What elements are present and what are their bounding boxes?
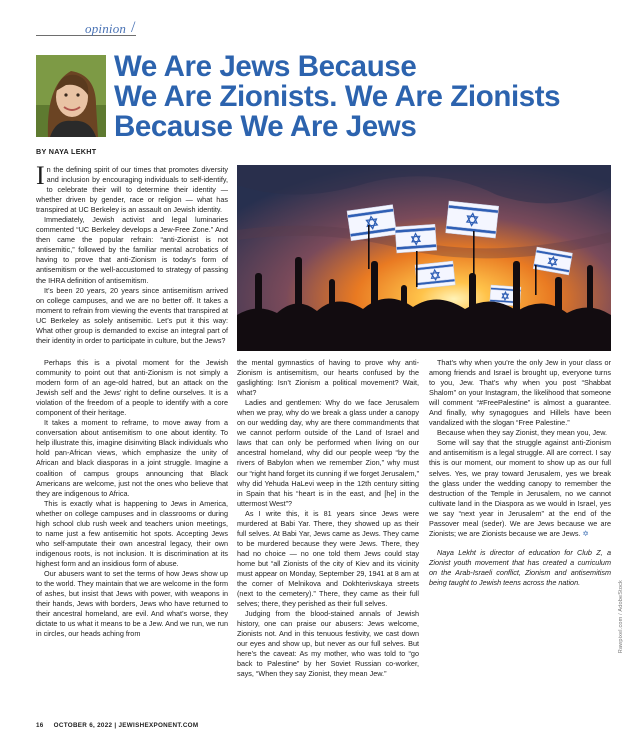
- headline: [114, 52, 614, 142]
- paragraph-5: It takes a moment to reframe, to move away from a conversation about antisemitism to one about identity. To help illustrate this, imagine disinviting Black individuals who hold pan-African views, which emphasize the unity of African and black diasporas in a joint struggle. Imagine a coalition of campus groups announcing that Black Americans are welcome, just not the ones who believe that they are indigenous to Africa.: [36, 418, 228, 498]
- author-portrait: [36, 55, 106, 137]
- section-label: opinion: [85, 21, 127, 36]
- paragraph-3: It’s been 20 years, 20 years since antisemitism arrived on college campuses, and we are no better off. It takes a moment to refrain from viewing the events that transpired at UC Berkeley as solely antisemitic. Let’s put it this way: What other group is demanded to excise an integral part of their identity in order to participate in culture, but the Jews?: [36, 285, 228, 345]
- paragraph-2: Immediately, Jewish activist and legal luminaries commented “UC Berkeley develops a Jew-Free Zone.” And then came the popular refrain: “anti-Zionist is not antisemitic,” followed by the familiar mental acrobatics of having to prove that anti-Zionism is today’s form of antisemitism or the well-accustomed to strategy of passing the IHRA definition of antisemitism.: [36, 215, 228, 285]
- byline: BY NAYA LEKHT: [36, 147, 97, 156]
- paragraph-14: [429, 438, 611, 538]
- paragraph-10: As I write this, it is 81 years since Jews were murdered at Babi Yar. There, they showed up as their full selves. At Babi Yar, Jews came as Jews. They came to be murdered because they were Jews. There, they had no choice — no one told them Jews could stay home but “all Zionists of the city of Kiev and its vicinity must appear on Monday, September 29, 1941 at 8 am at the corner of Melnikova and Dokhterivskaya streets (next to the cemetery).” There, they came as their full selves; there, they perished as their full selves.: [237, 508, 419, 609]
- drop-cap: I: [36, 161, 45, 190]
- paragraph-1: [36, 161, 228, 215]
- paragraph-14-text: Some will say that the struggle against anti-Zionism and antisemitism is a legal struggle. All are correct. I say this is our moment, our moment to show up as our full selves. Yes, we pray toward Jerusalem, yes we break the glass under the wedding canopy to remember the destruction of the Temple in Jerusalem, no we cannot cultivate land in the Diaspora as we would in Israel, yes we say “next year in Jerusalem” at the end of the Passover meal (seder). We are Jews because we are Zionists; we are Zionists because we are Jews.: [429, 438, 611, 538]
- site-name: JEWISHEXPONENT.COM: [118, 722, 199, 729]
- article-column-2: [237, 358, 419, 680]
- article-column-3: [429, 358, 611, 588]
- paragraph-13: Because when they say Zionist, they mean you, Jew.: [437, 428, 608, 438]
- headline-line-1: We Are Jews Because: [114, 50, 417, 83]
- article-column-1-top: [36, 161, 228, 346]
- page-footer: [36, 722, 198, 729]
- paragraph-11: Judging from the blood-stained annals of Jewish history, one can praise our abusers: Jews welcome, Zionists not. And in this tenuous festivity, we cast down our eyes and show up, but never as our full selves. But here’s the caveat: As my mother, who was told to “go back to Palestine” by her Soviet Russian co-worker, says, “When they say Zionist, they mean Jew.”: [237, 609, 419, 679]
- page-number: 16: [36, 722, 44, 729]
- headline-line-3: Because We Are Jews: [114, 110, 417, 143]
- article-column-1-bottom: [36, 358, 228, 639]
- paragraph-6: This is exactly what is happening to Jews in America, whether on college campuses and in classrooms or during high school club rush week and teachers union meetings, to name just a few antisemitic hot spots. Accepting Jews who self-amputate their own ancestral legacy, their own indigenous roots, is not inclusion. It is discrimination at its highest form and an insidious form of abuse.: [36, 498, 228, 568]
- paragraph-7: Our abusers want to set the terms of how Jews show up to the world. They maintain that we are welcome in the form of ashes, but insist that Jews with power, with weapons in their hands, Jews with borders, Jews who have returned to their ancestral homeland, are evil. And what’s worse, they dictate to us what it means to be a Jew. And we run, we run in circles, our heads aching from: [36, 568, 228, 639]
- footer-separator: |: [114, 722, 117, 729]
- paragraph-9: Ladies and gentlemen: Why do we face Jerusalem when we pray, why do we break a glass under a canopy on our wedding day, why are there commandments that we cannot perform outside of the Land of Israel and laws that can only be performed when living on our ancestral homeland, why did our people weep “by the rivers of Babylon when we remember Zion,” why must our “right hand forget its cunning if we forget Jerusalem,” why did Yehuda HaLevi weep in the 12th century sitting in Spain that his “heart is in the east, and [he] in the uttermost West”?: [237, 398, 419, 508]
- end-mark-icon: ✡: [582, 528, 589, 538]
- paragraph-4: Perhaps this is a pivotal moment for the Jewish community to point out that anti-Zionism is not simply a modern form of an age-old hatred, but an attack on the Jewish self and the Jews’ right to define ourselves. It is a violation of the freedom of a people to identify with a core component of their heritage.: [36, 358, 228, 418]
- photo-credit: Rawpixel.com / AdobeStock: [618, 580, 624, 654]
- paragraph-8: the mental gymnastics of having to prove why anti-Zionism is antisemitism, our hearts confused by the gaslighting: Isn’t Zionism a political movement? Wait, what?: [237, 358, 419, 398]
- headline-line-2: We Are Zionists. We Are Zionists: [114, 80, 561, 113]
- flag: [446, 201, 499, 238]
- flag: [395, 224, 437, 253]
- flag: [347, 205, 397, 241]
- flag: [415, 261, 455, 289]
- paragraph-1-text: n the defining spirit of our times that promotes diversity and inclusion by encouraging individuals to self-identify, to celebrate their will to determine their identity — whether driven by gender, race or religion — what has transpired at UC Berkeley is an assault on Jewish identity.: [36, 165, 228, 215]
- article-photo: [237, 165, 611, 351]
- paragraph-12: That’s why when you’re the only Jew in your class or among friends and Israel is brought up, everyone turns to you, Jew. That’s why when you post “Shabbat Shalom” on your Instagram, the likelihood that someone will comment “#FreePalestine” is almost a guarantee. And finally, why synagogues and Hillels have been vandalized with the slogan “Free Palestine.”: [429, 358, 611, 428]
- author-bio: Naya Lekht is director of education for Club Z, a Zionist youth movement that has created a curriculum on the Arab-Israeli conflict, Zionism and antisemitism being taught to Jewish teens across the nation.: [429, 547, 611, 587]
- section-slash: /: [131, 19, 136, 36]
- issue-date: OCTOBER 6, 2022: [53, 722, 113, 729]
